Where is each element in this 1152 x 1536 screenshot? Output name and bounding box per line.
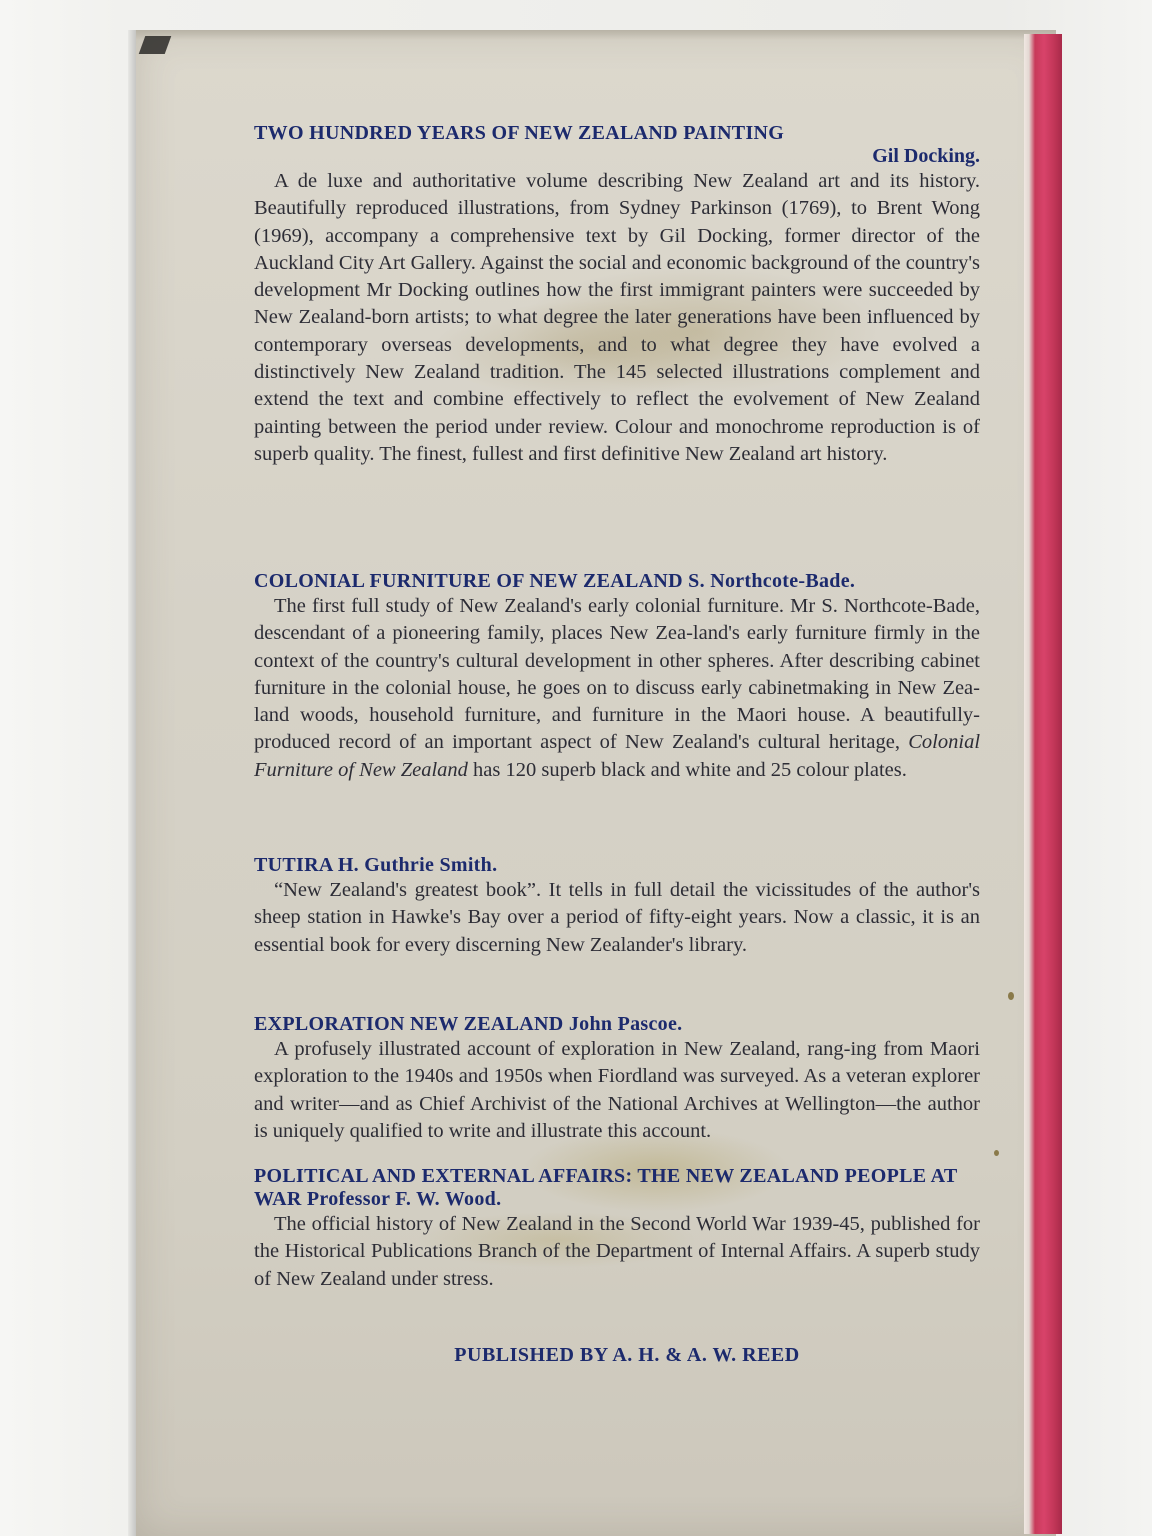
book-entry <box>254 1165 980 1293</box>
red-spine-edge <box>1024 34 1062 1534</box>
jacket-top-edge <box>136 30 1056 40</box>
entry-title <box>254 122 980 145</box>
entry-title <box>254 1013 980 1036</box>
entry-description: A profusely illustrated account of exploration in New Zealand, rang-ing from Maori exploration to the 1940s and 1950s when Fiordland was surveyed. As a veteran explorer and writer—and as Chief Archivist of the National Archives at Wellington—the author is uniquely qualified to write and illustrate this account. <box>254 1038 980 1142</box>
torn-corner <box>139 36 172 54</box>
book-edge-shadow <box>128 30 136 1536</box>
book-entry <box>254 854 980 959</box>
entry-author: Gil Docking. <box>872 145 980 167</box>
entry-title-text: COLONIAL FURNITURE OF NEW ZEALAND <box>254 570 683 592</box>
entry-description: A de luxe and authoritative volume describing New Zealand art and its history. Beautifully reproduced illustrations, from Sydney Parkinson (1769), to Brent Wong (1969), accompany a comprehensive text by Gil Docking, former director of the Auckland City Art Gallery. Against the social and economic background of the country's development Mr Docking outlines how the first immigrant painters were succeeded by New Zealand-born artists; to what degree the later generations have been influenced by contemporary overseas developments, and to what degree they have evolved a distinctively New Zealand tradition. The 145 selected illustrations complement and extend the text and combine effectively to reflect the evolvement of New Zealand painting between the period under review. Colour and monochrome reproduction is of superb quality. The finest, fullest and first definitive New Zealand art history. <box>254 170 980 465</box>
entry-title-text: POLITICAL AND EXTERNAL AFFAIRS: THE NEW ZEALAND PEOPLE AT WAR <box>254 1165 958 1210</box>
entry-title-text: TUTIRA <box>254 854 333 876</box>
stain-fleck <box>994 1150 999 1156</box>
entry-title <box>254 854 980 877</box>
entry-title-text: EXPLORATION NEW ZEALAND <box>254 1013 564 1035</box>
dust-jacket-back <box>136 30 1056 1536</box>
entry-author: H. Guthrie Smith. <box>337 854 498 876</box>
stain-fleck <box>1008 992 1014 1000</box>
entry-title <box>254 1165 980 1211</box>
book-entry <box>254 570 980 784</box>
entry-title <box>254 570 980 593</box>
book-entry <box>254 122 980 468</box>
book-entry <box>254 1013 980 1145</box>
entry-description: “New Zealand's greatest book”. It tells in full detail the vicissitudes of the author's sheep station in Hawke's Bay over a period of fifty-eight years. Now a classic, it is an essential book for every discerning New Zealander's library. <box>254 879 980 956</box>
entry-description-text: The first full study of New Zealand's early colonial furniture. Mr S. Northcote-Bade, descendant of a pioneering family, places New Zea-land's early furniture firmly in the context of the country's cultural development in other spheres. After describing cabinet furniture in the colonial house, he goes on to discuss early cabinetmaking in New Zea-land woods, household furniture, and furniture in the Maori house. A beautifully-produced record of an important aspect of New Zealand's cultural heritage, <box>254 595 980 754</box>
entry-description-text: has 120 superb black and white and 25 colour plates. <box>473 758 907 781</box>
entry-author: Professor F. W. Wood. <box>306 1188 502 1210</box>
entry-book-title-italic: Colonial Furniture of New Zealand <box>254 731 981 781</box>
entry-description: The official history of New Zealand in the Second World War 1939-45, published for the Historical Publications Branch of the Department of Internal Affairs. A superb study of New Zealand under stress. <box>254 1213 980 1290</box>
entry-author: John Pascoe. <box>568 1013 683 1035</box>
entry-title-text: TWO HUNDRED YEARS OF NEW ZEALAND PAINTING <box>254 122 785 144</box>
publisher-line: PUBLISHED BY A. H. & A. W. REED <box>454 1344 800 1366</box>
entry-description <box>254 593 980 784</box>
entry-author: S. Northcote-Bade. <box>688 570 856 592</box>
